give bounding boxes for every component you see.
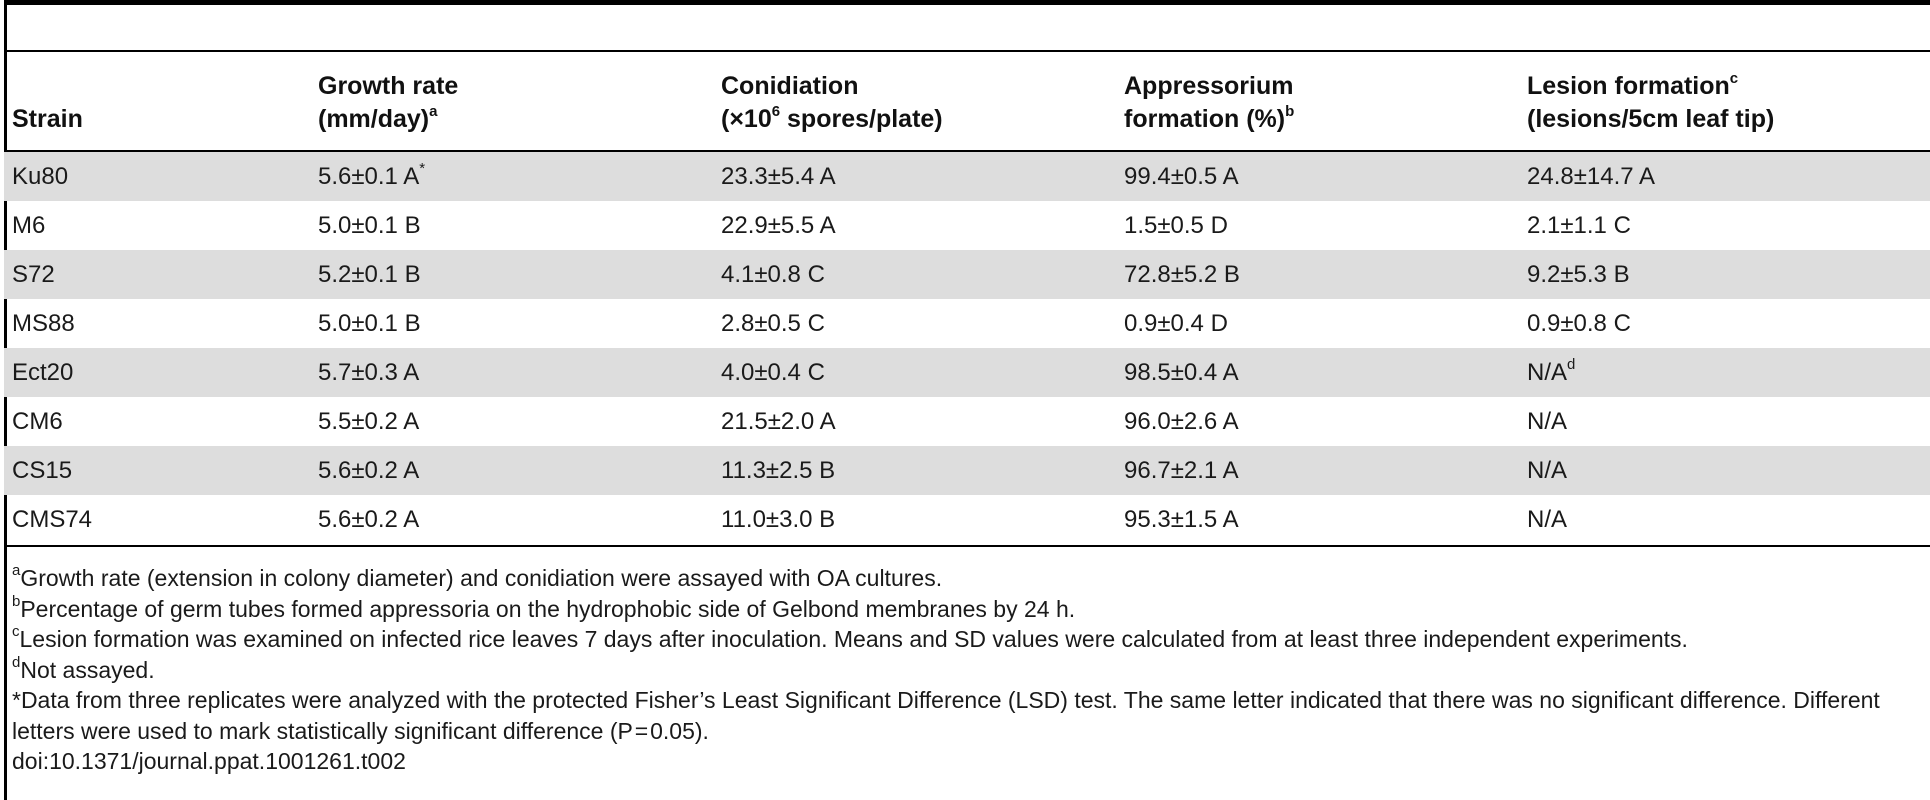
- cell-appressorium: 99.4±0.5 A: [1124, 163, 1239, 190]
- table-footnotes: [12, 563, 1927, 777]
- footnote-c: $^c$Lesion formation was examined on infected rice leaves 7 days after inoculation. Means and SD values were calculated from at least three independent experiments.: [12, 622, 1688, 652]
- cell-strain: Ect20: [12, 359, 74, 386]
- footnote-mark-a: a: [429, 102, 438, 120]
- cell-strain: M6: [12, 212, 46, 239]
- footnote-mark-c: c: [1729, 69, 1739, 87]
- cell-lesion: $N/A^d$: [1527, 355, 1576, 386]
- footnote-b: $^b$Percentage of germ tubes formed appressoria on the hydrophobic side of Gelbond membranes by 24 h.: [12, 592, 1076, 622]
- table-bottom-rule: [4, 545, 1930, 547]
- cell-conidiation: 2.8±0.5 C: [721, 310, 825, 337]
- cell-growth: 5.5±0.2 A: [318, 408, 420, 435]
- cell-conidiation: 11.0±3.0 B: [721, 506, 836, 533]
- header-growth-rate: Growth rate $(mm/day)^a$: [318, 72, 459, 133]
- cell-strain: CMS74: [12, 506, 93, 533]
- cell-lesion: N/A: [1527, 408, 1568, 435]
- table-row: [4, 348, 1930, 397]
- cell-strain: CM6: [12, 408, 63, 435]
- footnote-d: $^d$Not assayed.: [12, 653, 155, 683]
- doi-text: doi:10.1371/journal.ppat.1001261.t002: [12, 748, 406, 774]
- table-top-rule: [4, 0, 1930, 5]
- cell-growth: 5.6±0.2 A: [318, 457, 420, 484]
- table-body: [4, 152, 1930, 544]
- table-header: [0, 52, 1930, 150]
- cell-conidiation: 4.1±0.8 C: [721, 261, 825, 288]
- cell-conidiation: 22.9±5.5 A: [721, 212, 836, 239]
- table-row: [4, 250, 1930, 299]
- footnote-mark-b: b: [1285, 102, 1295, 120]
- cell-lesion: 0.9±0.8 C: [1527, 310, 1631, 337]
- cell-conidiation: 23.3±5.4 A: [721, 163, 836, 190]
- cell-growth: 5.0±0.1 B: [318, 310, 421, 337]
- cell-growth: 5.6±0.1 A*: [318, 159, 426, 190]
- cell-growth: 5.2±0.1 B: [318, 261, 421, 288]
- cell-lesion: 2.1±1.1 C: [1527, 212, 1631, 239]
- cell-appressorium: 72.8±5.2 B: [1124, 261, 1240, 288]
- header-appressorium: Appressorium formation (%)$^b$: [1124, 72, 1295, 133]
- footnote-lsd: *Data from three replicates were analyzed with the protected Fisher’s Least Significant Difference (LSD) test. The same letter indicated that there was no significant difference. Different letters were used to mark statistically significant difference (P = 0.05).: [12, 687, 1880, 744]
- table-row: [4, 397, 1930, 446]
- cell-lesion: 9.2±5.3 B: [1527, 261, 1630, 288]
- table-row: [4, 152, 1930, 201]
- cell-lesion: N/A: [1527, 457, 1568, 484]
- table-row: [4, 299, 1930, 348]
- cell-lesion: 24.8±14.7 A: [1527, 163, 1655, 190]
- cell-conidiation: 21.5±2.0 A: [721, 408, 836, 435]
- table-row: [4, 201, 1930, 250]
- cell-appressorium: 1.5±0.5 D: [1124, 212, 1228, 239]
- cell-conidiation: 11.3±2.5 B: [721, 457, 836, 484]
- cell-lesion: N/A: [1527, 506, 1568, 533]
- cell-appressorium: 0.9±0.4 D: [1124, 310, 1228, 337]
- table-row: [4, 495, 1930, 544]
- cell-appressorium: 96.7±2.1 A: [1124, 457, 1239, 484]
- cell-appressorium: 98.5±0.4 A: [1124, 359, 1239, 386]
- header-conidiation: Conidiation ($\times 10^6$ spores/plate): [721, 72, 943, 133]
- cell-strain: CS15: [12, 457, 73, 484]
- header-lesion-formation: Lesion formation$^c$ (lesions/5cm leaf tip): [1527, 69, 1775, 133]
- table-row: [4, 446, 1930, 495]
- cell-appressorium: 95.3±1.5 A: [1124, 506, 1239, 533]
- header-strain: Strain: [12, 105, 83, 133]
- cell-growth: 5.6±0.2 A: [318, 506, 420, 533]
- cell-growth: 5.0±0.1 B: [318, 212, 421, 239]
- cell-appressorium: 96.0±2.6 A: [1124, 408, 1239, 435]
- cell-growth: 5.7±0.3 A: [318, 359, 420, 386]
- footnote-mark-d: d: [1567, 355, 1576, 373]
- cell-conidiation: 4.0±0.4 C: [721, 359, 825, 386]
- footnote-a: $^a$Growth rate (extension in colony diameter) and conidiation were assayed with OA cultures.: [12, 561, 943, 591]
- cell-strain: S72: [12, 261, 55, 288]
- cell-strain: Ku80: [12, 163, 69, 190]
- cell-strain: MS88: [12, 310, 75, 337]
